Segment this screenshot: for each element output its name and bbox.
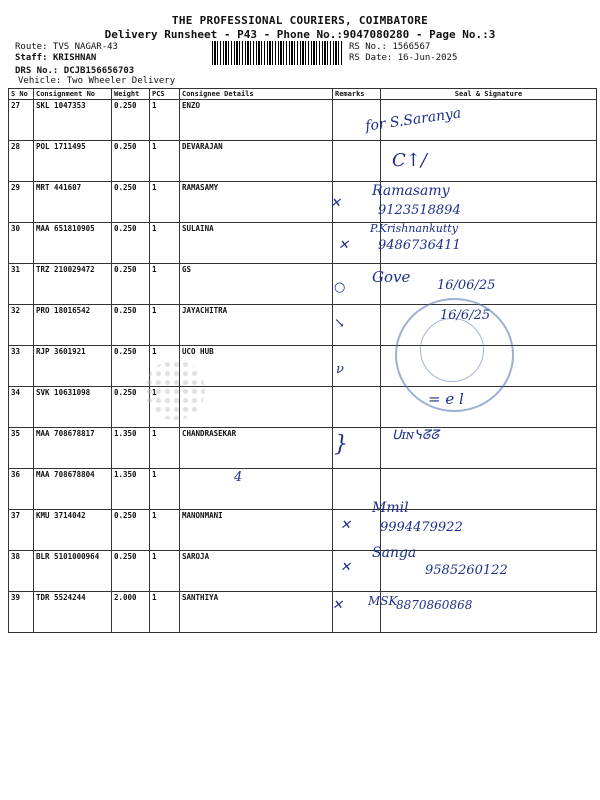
cell-cno: KMU 3714042 — [34, 510, 112, 551]
vehicle: Vehicle: Two Wheeler Delivery — [18, 76, 176, 86]
signature-27: for S.Saranya — [364, 105, 463, 135]
rs-date: RS Date: 16-Jun-2025 — [349, 53, 458, 63]
cell-cno: RJP 3601921 — [34, 346, 112, 387]
staff-label: Staff: — [15, 53, 48, 63]
cell-weight: 0.250 — [112, 223, 150, 264]
cell-sno: 29 — [9, 182, 34, 223]
cell-pcs: 1 — [150, 141, 180, 182]
cell-remarks — [333, 141, 381, 182]
table-row — [9, 141, 597, 182]
cell-consignee: JAYACHITRA — [180, 305, 333, 346]
cell-cno: BLR 5101000964 — [34, 551, 112, 592]
drs-number — [15, 66, 134, 76]
signature-39-mark: MSK — [368, 594, 398, 608]
route: Route: TVS NAGAR-43 — [15, 42, 118, 52]
cell-pcs: 1 — [150, 264, 180, 305]
drs-label: DRS No.: — [15, 66, 59, 76]
signature-37-mark: Mmil — [372, 500, 409, 516]
signature-38-phone: 9585260122 — [425, 563, 508, 578]
cell-pcs: 1 — [150, 428, 180, 469]
signature-38-mark: Sanga — [372, 545, 417, 561]
cell-sno: 32 — [9, 305, 34, 346]
cell-pcs: 1 — [150, 510, 180, 551]
col-weight: Weight — [112, 89, 150, 100]
cell-weight: 0.250 — [112, 182, 150, 223]
cell-pcs: 1 — [150, 592, 180, 633]
document-title: THE PROFESSIONAL COURIERS, COIMBATORE — [171, 14, 429, 27]
cell-sno: 33 — [9, 346, 34, 387]
cell-weight: 0.250 — [112, 387, 150, 428]
cell-consignee: MANONMANI — [180, 510, 333, 551]
cell-cno: POL 1711495 — [34, 141, 112, 182]
remark-tick-37: ✕ — [340, 518, 351, 533]
table-row — [9, 469, 597, 510]
drs-value: DCJB156656703 — [63, 66, 135, 76]
remark-tick-32: ↘ — [334, 316, 345, 331]
cell-cno: MRT 441607 — [34, 182, 112, 223]
cell-sno: 38 — [9, 551, 34, 592]
remark-bracket-35: } — [334, 432, 348, 457]
cell-consignee: SAROJA — [180, 551, 333, 592]
cell-remarks — [333, 387, 381, 428]
remark-tick-39: ✕ — [332, 598, 343, 613]
table-row — [9, 182, 597, 223]
cell-weight: 0.250 — [112, 264, 150, 305]
remark-tick-38: ✕ — [340, 560, 351, 575]
cell-weight: 1.350 — [112, 428, 150, 469]
col-signature: Seal & Signature — [381, 89, 597, 100]
cell-pcs: 1 — [150, 387, 180, 428]
signature-39-phone: 8870860868 — [396, 598, 473, 612]
table-row — [9, 264, 597, 305]
signature-28: C↑/ — [392, 150, 427, 171]
table-row — [9, 510, 597, 551]
remark-tick-30: ✕ — [338, 238, 349, 253]
cell-pcs: 1 — [150, 551, 180, 592]
cell-pcs: 1 — [150, 223, 180, 264]
cell-pcs: 1 — [150, 469, 180, 510]
cell-consignee: CHANDRASEKAR — [180, 428, 333, 469]
cell-cno: MAA 708678804 — [34, 469, 112, 510]
signature-32-date: 16/6/25 — [440, 308, 491, 323]
cell-weight: 0.250 — [112, 551, 150, 592]
signature-35: ᑌɪɴᓭᘔᘔ — [392, 428, 439, 443]
cell-pcs: 1 — [150, 182, 180, 223]
col-remarks: Remarks — [333, 89, 381, 100]
cell-sno: 36 — [9, 469, 34, 510]
cell-consignee: RAMASAMY — [180, 182, 333, 223]
signature-29-phone: 9123518894 — [378, 203, 461, 218]
table-header-row — [9, 89, 597, 100]
signature-30-phone: 9486736411 — [378, 238, 461, 253]
cell-consignee — [180, 469, 333, 510]
cell-weight: 0.250 — [112, 305, 150, 346]
cell-weight: 0.250 — [112, 100, 150, 141]
cell-consignee: UCO HUB — [180, 346, 333, 387]
cell-sno: 34 — [9, 387, 34, 428]
table-row — [9, 592, 597, 633]
cell-sno: 35 — [9, 428, 34, 469]
staff-name: KRISHNAN — [52, 53, 97, 63]
seal-stamp-inner — [420, 318, 484, 382]
col-sno: S No — [9, 89, 34, 100]
signature-37-phone: 9994479922 — [380, 520, 463, 535]
cell-weight: 2.000 — [112, 592, 150, 633]
cell-cno: SKL 1047353 — [34, 100, 112, 141]
cell-sno: 30 — [9, 223, 34, 264]
cell-signature — [381, 469, 597, 510]
col-consignee: Consignee Details — [180, 89, 333, 100]
table-row — [9, 223, 597, 264]
remark-tick-29: ✕ — [330, 196, 341, 211]
signature-34: = e l — [428, 390, 464, 408]
cell-cno: MAA 651810905 — [34, 223, 112, 264]
cell-sno: 31 — [9, 264, 34, 305]
signature-31-date: 16/06/25 — [437, 278, 496, 293]
cell-consignee: ENZO — [180, 100, 333, 141]
cell-weight: 0.250 — [112, 510, 150, 551]
table-row — [9, 100, 597, 141]
cell-sno: 37 — [9, 510, 34, 551]
table-row — [9, 551, 597, 592]
cell-pcs: 1 — [150, 346, 180, 387]
cell-sno: 27 — [9, 100, 34, 141]
cell-consignee: SULAINA — [180, 223, 333, 264]
cell-cno: MAA 708678817 — [34, 428, 112, 469]
cell-weight: 0.250 — [112, 346, 150, 387]
cell-consignee: DEVARAJAN — [180, 141, 333, 182]
cell-cno: SVK 10631098 — [34, 387, 112, 428]
cell-weight: 0.250 — [112, 141, 150, 182]
table-row — [9, 428, 597, 469]
table-row — [9, 387, 597, 428]
cell-sno: 39 — [9, 592, 34, 633]
cell-cno: TRZ 210029472 — [34, 264, 112, 305]
barcode — [212, 41, 342, 65]
cell-cno: PRO 18016542 — [34, 305, 112, 346]
cell-sno: 28 — [9, 141, 34, 182]
cell-consignee: GS — [180, 264, 333, 305]
document-subtitle: Delivery Runsheet - P43 - Phone No.:9047080280 - Page No.:3 — [104, 28, 496, 41]
rs-number: RS No.: 1566567 — [349, 42, 431, 52]
cell-pcs: 1 — [150, 305, 180, 346]
col-consignment: Consignment No — [34, 89, 112, 100]
signature-30-name: P.Krishnankutty — [370, 222, 458, 235]
remark-tick-33: ν — [336, 362, 344, 377]
col-pcs: PCS — [150, 89, 180, 100]
signature-29-name: Ramasamy — [372, 183, 450, 199]
smudge-mark — [145, 360, 205, 420]
cell-pcs: 1 — [150, 100, 180, 141]
handwritten-36: 4 — [234, 470, 243, 485]
cell-weight: 1.350 — [112, 469, 150, 510]
remark-circle-31: ○ — [334, 280, 346, 295]
cell-consignee: SANTHIYA — [180, 592, 333, 633]
staff — [15, 53, 96, 63]
signature-31-mark: Gove — [372, 268, 411, 286]
cell-cno: TDR 5524244 — [34, 592, 112, 633]
